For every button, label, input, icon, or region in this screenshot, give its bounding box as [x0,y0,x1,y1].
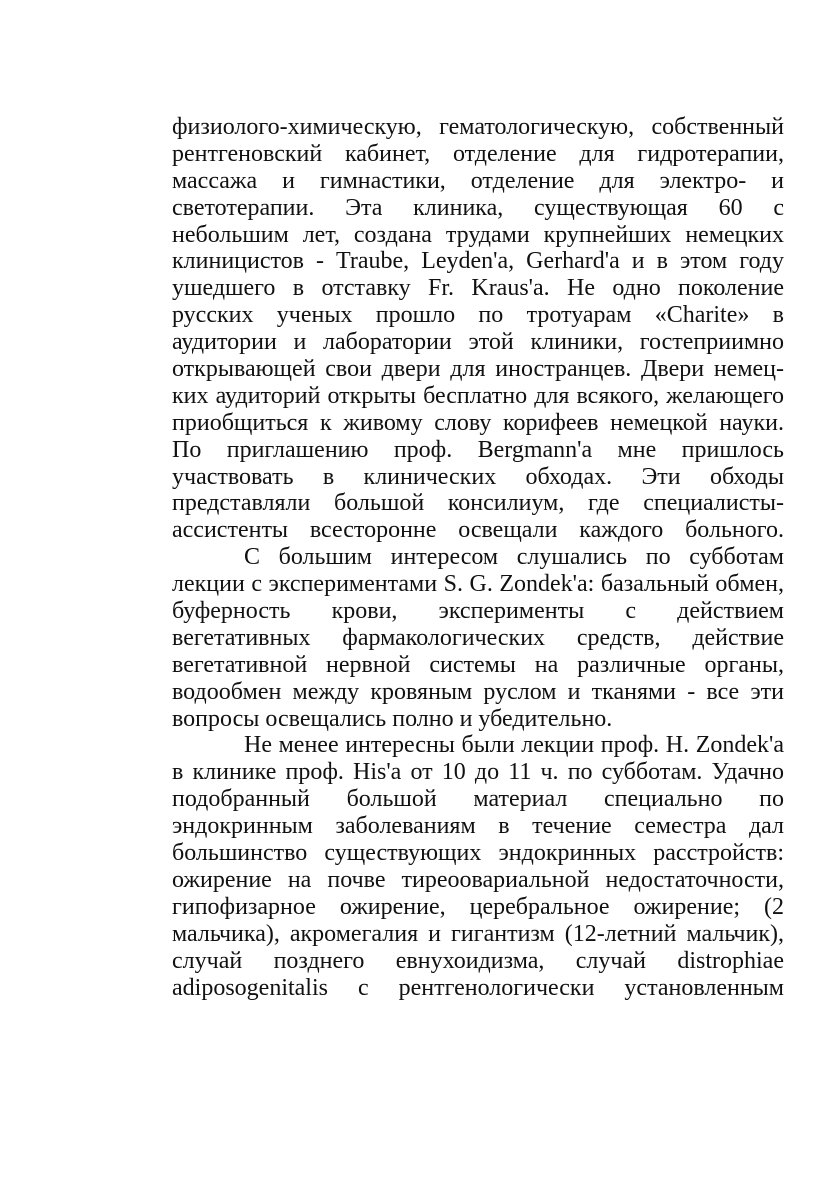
text-line: ких аудиторий открыты бесплатно для всякого, желающего [172,382,784,409]
text-line: adiposogenitalis с рентгенологически установленным [172,974,784,1001]
text-line: гипофизарное ожирение, церебральное ожирение; (2 [172,893,784,920]
text-line: эндокринным заболеваниям в течение семестра дал [172,813,784,840]
text-line: в клинике проф. His'a от 10 до 11 ч. по субботам. Удачно [172,759,784,786]
text-line: рентгеновский кабинет, отделение для гидротерапии, [172,140,784,167]
text-line: вегетативных фармакологических средств, действие [172,624,784,651]
text-line: клиницистов - Traube, Leyden'a, Gerhard'a и в этом году [172,248,784,275]
text-line: открывающей свои двери для иностранцев. Двери немец- [172,356,784,383]
text-line: ассистенты всесторонне освещали каждого больного. [172,517,784,544]
text-line: лекции с экспериментами S. G. Zondek'a: базальный обмен, [172,571,784,598]
text-line: приобщиться к живому слову корифеев немецкой науки. [172,409,784,436]
text-line: С большим интересом слушались по субботам [244,544,784,571]
paragraph [172,732,784,1001]
paragraph [172,544,784,732]
body-text [172,114,784,1001]
text-line: По приглашению проф. Bergmann'a мне пришлось [172,436,784,463]
text-line: водообмен между кровяным руслом и тканями - все эти [172,678,784,705]
text-line: массажа и гимнастики, отделение для электро- и [172,167,784,194]
text-line: представляли большой консилиум, где специалисты- [172,490,784,517]
text-line: буферность крови, эксперименты с действием [172,598,784,625]
text-line: вопросы освещались полно и убедительно. [172,705,613,732]
text-line: небольшим лет, создана трудами крупнейших немецких [172,221,784,248]
text-line: подобранный большой материал специально по [172,786,784,813]
text-line: мальчика), акромегалия и гигантизм (12-летний мальчик), [172,920,784,947]
text-line: русских ученых прошло по тротуарам «Charite» в [172,302,784,329]
text-line: ожирение на почве тиреоовариальной недостаточности, [172,866,784,893]
text-line: светотерапии. Эта клиника, существующая 60 с [172,194,784,221]
paragraph [172,114,784,544]
text-line: физиолого-химическую, гематологическую, собственный [172,114,784,140]
text-line: аудитории и лаборатории этой клиники, гостеприимно [172,329,784,356]
text-line: большинство существующих эндокринных расстройств: [172,840,784,867]
text-line: Не менее интересны были лекции проф. H. Zondek'a [244,732,784,759]
text-line: вегетативной нервной системы на различные органы, [172,651,784,678]
text-line: случай позднего евнухоидизма, случай distrophiae [172,947,784,974]
text-line: участвовать в клинических обходах. Эти обходы [172,463,784,490]
text-line: ушедшего в отставку Fr. Kraus'a. Не одно поколение [172,275,784,302]
